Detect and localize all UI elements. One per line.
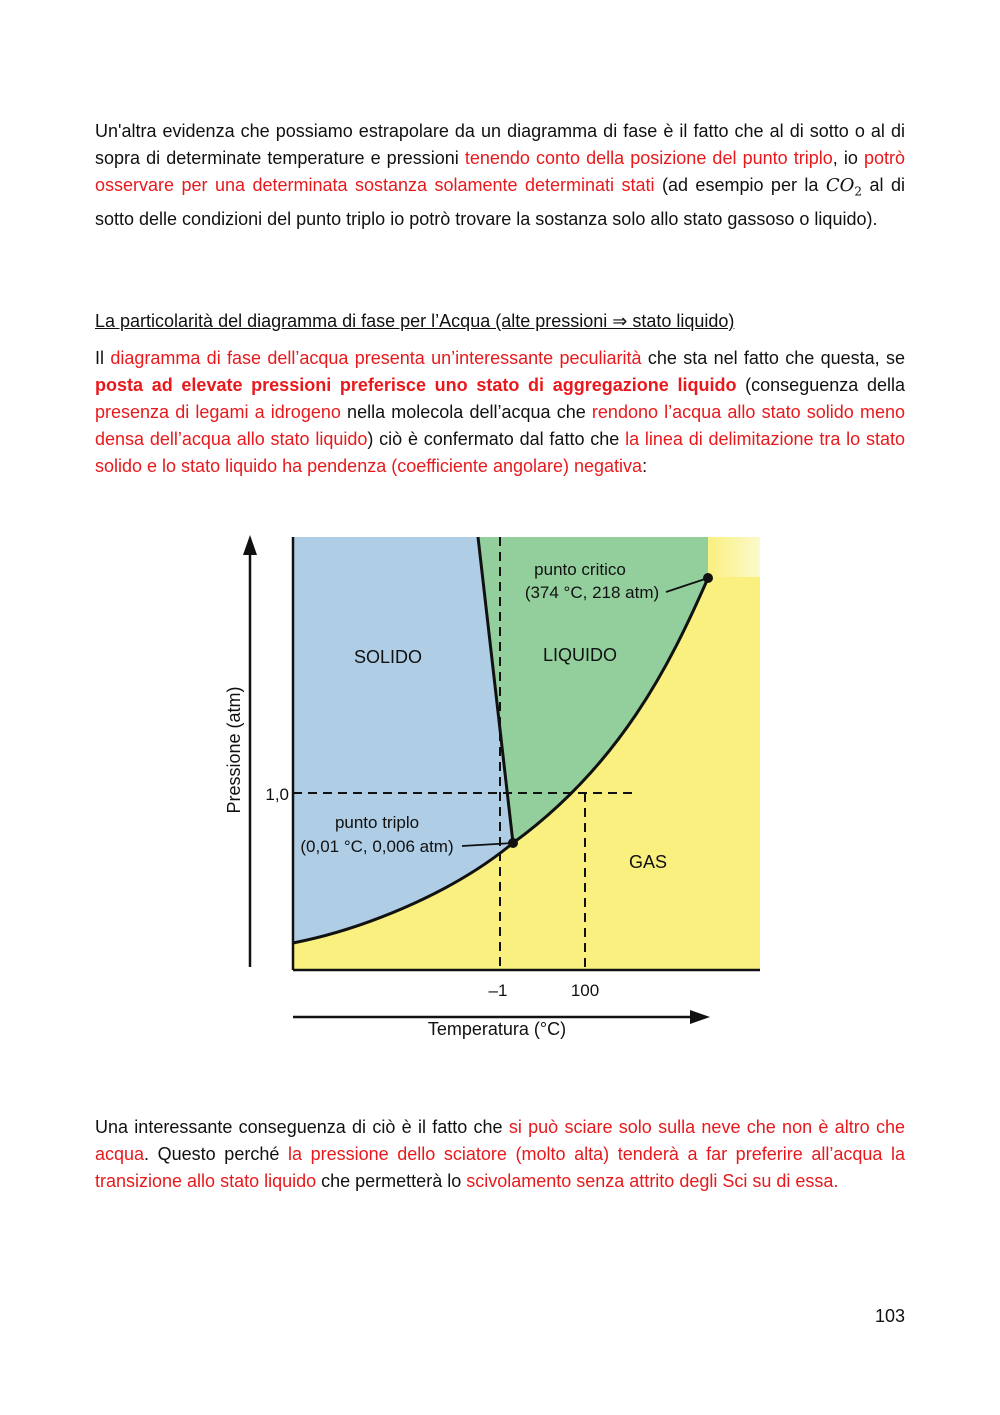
triple-point-coords: (0,01 °C, 0,006 atm) <box>300 837 454 856</box>
x-tick-label-minus1: –1 <box>488 981 508 1000</box>
text-run: ) ciò è confermato dal fatto che <box>367 429 626 449</box>
x-tick-label-100: 100 <box>570 981 600 1000</box>
text-run: che sta nel fatto che questa, se <box>641 348 905 368</box>
formula-subscript: 2 <box>854 184 863 199</box>
highlight-text: rendono l’acqua allo stato solido meno densa dell’acqua allo stato liquido <box>95 402 906 449</box>
text-run: Una interessante conseguenza di ciò è il fatto che <box>95 1117 509 1137</box>
text-run: (ad esempio per la <box>654 175 826 195</box>
critical-point-marker <box>703 573 713 583</box>
highlight-text: la pressione dello sciatore (molto alta) tenderà a far preferire all’acqua la transizione allo stato liquido <box>95 1144 905 1191</box>
pressure-axis-arrowhead <box>243 535 257 555</box>
label-gas: GAS <box>628 852 668 872</box>
text-run: . Questo perché <box>144 1144 288 1164</box>
water-phase-diagram <box>200 525 800 1055</box>
highlight-text: tenendo conto della posizione del punto triplo <box>464 148 833 168</box>
critical-point-label: punto critico <box>534 560 626 579</box>
text-run: Un'altra evidenza che possiamo estrapolare da un diagramma di fase è il fatto che al di sotto o al di sopra di determinate temperature e pressioni <box>95 121 905 168</box>
triple-point-label: punto triplo <box>334 813 420 832</box>
text-run: al di sotto delle condizioni del punto triplo io potrò trovare la sostanza solo allo stato gassoso o liquido). <box>95 175 905 229</box>
highlight-text: la linea di delimitazione tra lo stato solido e lo stato liquido ha pendenza (coefficiente angolare) negativa <box>95 429 905 476</box>
text-run: nella molecola dell’acqua che <box>340 402 592 422</box>
label-liquido: LIQUIDO <box>542 645 618 665</box>
paragraph-water-peculiarity <box>95 345 905 480</box>
text-run: (conseguenza della <box>736 375 905 395</box>
temperature-axis-arrowhead <box>690 1010 710 1024</box>
paragraph-triple-point <box>95 118 905 233</box>
highlight-text: scivolamento senza attrito degli Sci su di essa. <box>466 1171 839 1191</box>
y-tick-label: 1,0 <box>265 785 289 804</box>
highlight-text: diagramma di fase dell’acqua presenta un’interessante peculiarità <box>110 348 642 368</box>
section-heading: La particolarità del diagramma di fase per l’Acqua (alte pressioni ⇒ stato liquido) <box>95 311 735 331</box>
text-run: Il <box>95 348 111 368</box>
triple-point-marker <box>508 838 518 848</box>
x-axis-title: Temperatura (°C) <box>427 1019 567 1039</box>
bold-highlight-text: posta ad elevate pressioni preferisce uno stato di aggregazione liquido <box>95 375 737 395</box>
formula-base: CO <box>825 175 855 196</box>
label-solido: SOLIDO <box>353 647 423 667</box>
y-axis-title: Pressione (atm) <box>224 686 244 814</box>
highlight-text: si può sciare solo sulla neve che non è altro che acqua <box>95 1117 906 1164</box>
highlight-text: potrò osservare per una determinata sostanza solamente determinati stati <box>95 148 905 195</box>
text-run: , io <box>832 148 864 168</box>
highlight-text: presenza di legami a idrogeno <box>95 402 341 422</box>
critical-point-coords: (374 °C, 218 atm) <box>524 583 660 602</box>
edge-fade <box>708 537 760 577</box>
paragraph-skiing <box>95 1114 905 1195</box>
text-run: : <box>642 456 648 476</box>
text-run: che permetterà lo <box>316 1171 467 1191</box>
co2-formula <box>825 175 863 199</box>
page-number: 103 <box>874 1306 905 1326</box>
